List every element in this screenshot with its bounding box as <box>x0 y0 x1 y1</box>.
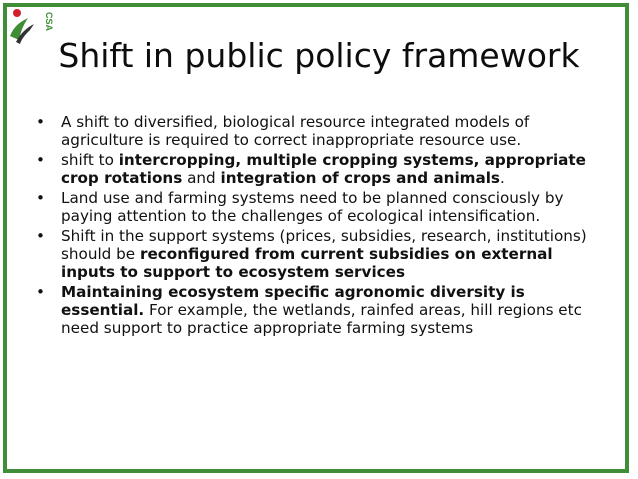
bullet-bold-text: Maintaining ecosystem specific agronomic diversity is essential. <box>61 283 525 319</box>
bullet-dot: • <box>36 227 45 245</box>
slide-title: Shift in public policy framework <box>58 36 580 75</box>
bullet-text: shift to <box>61 151 119 169</box>
bullet-bold-text: integration of crops and animals <box>220 169 500 187</box>
bullet-dot: • <box>36 113 45 131</box>
bullet-dot: • <box>36 151 45 169</box>
bullet-bold-text: intercropping, multiple cropping systems, appropriate crop rotations <box>61 151 586 187</box>
bullet-text: A shift to diversified, biological resource integrated models of agriculture is required to correct inappropriate resource use. <box>61 113 530 149</box>
bullet-item <box>36 113 596 149</box>
bullet-list <box>36 113 596 339</box>
bullet-item <box>36 283 596 337</box>
bullet-item <box>36 227 596 281</box>
bullet-dot: • <box>36 283 45 301</box>
bullet-bold-text: reconfigured from current subsidies on external inputs to support to ecosystem services <box>61 245 553 281</box>
bullet-text: and <box>182 169 221 187</box>
bullet-item <box>36 189 596 225</box>
bullet-text: Shift in the support systems (prices, subsidies, research, institutions) should be <box>61 227 587 263</box>
bullet-dot: • <box>36 189 45 207</box>
bullet-item <box>36 151 596 187</box>
bullet-text: . <box>499 169 505 187</box>
bullet-text: Land use and farming systems need to be planned consciously by paying attention to the challenges of ecological intensification. <box>61 189 564 225</box>
logo-text: CSA <box>44 12 54 32</box>
bullet-text: For example, the wetlands, rainfed areas, hill regions etc need support to practice appropriate farming systems <box>61 301 582 337</box>
